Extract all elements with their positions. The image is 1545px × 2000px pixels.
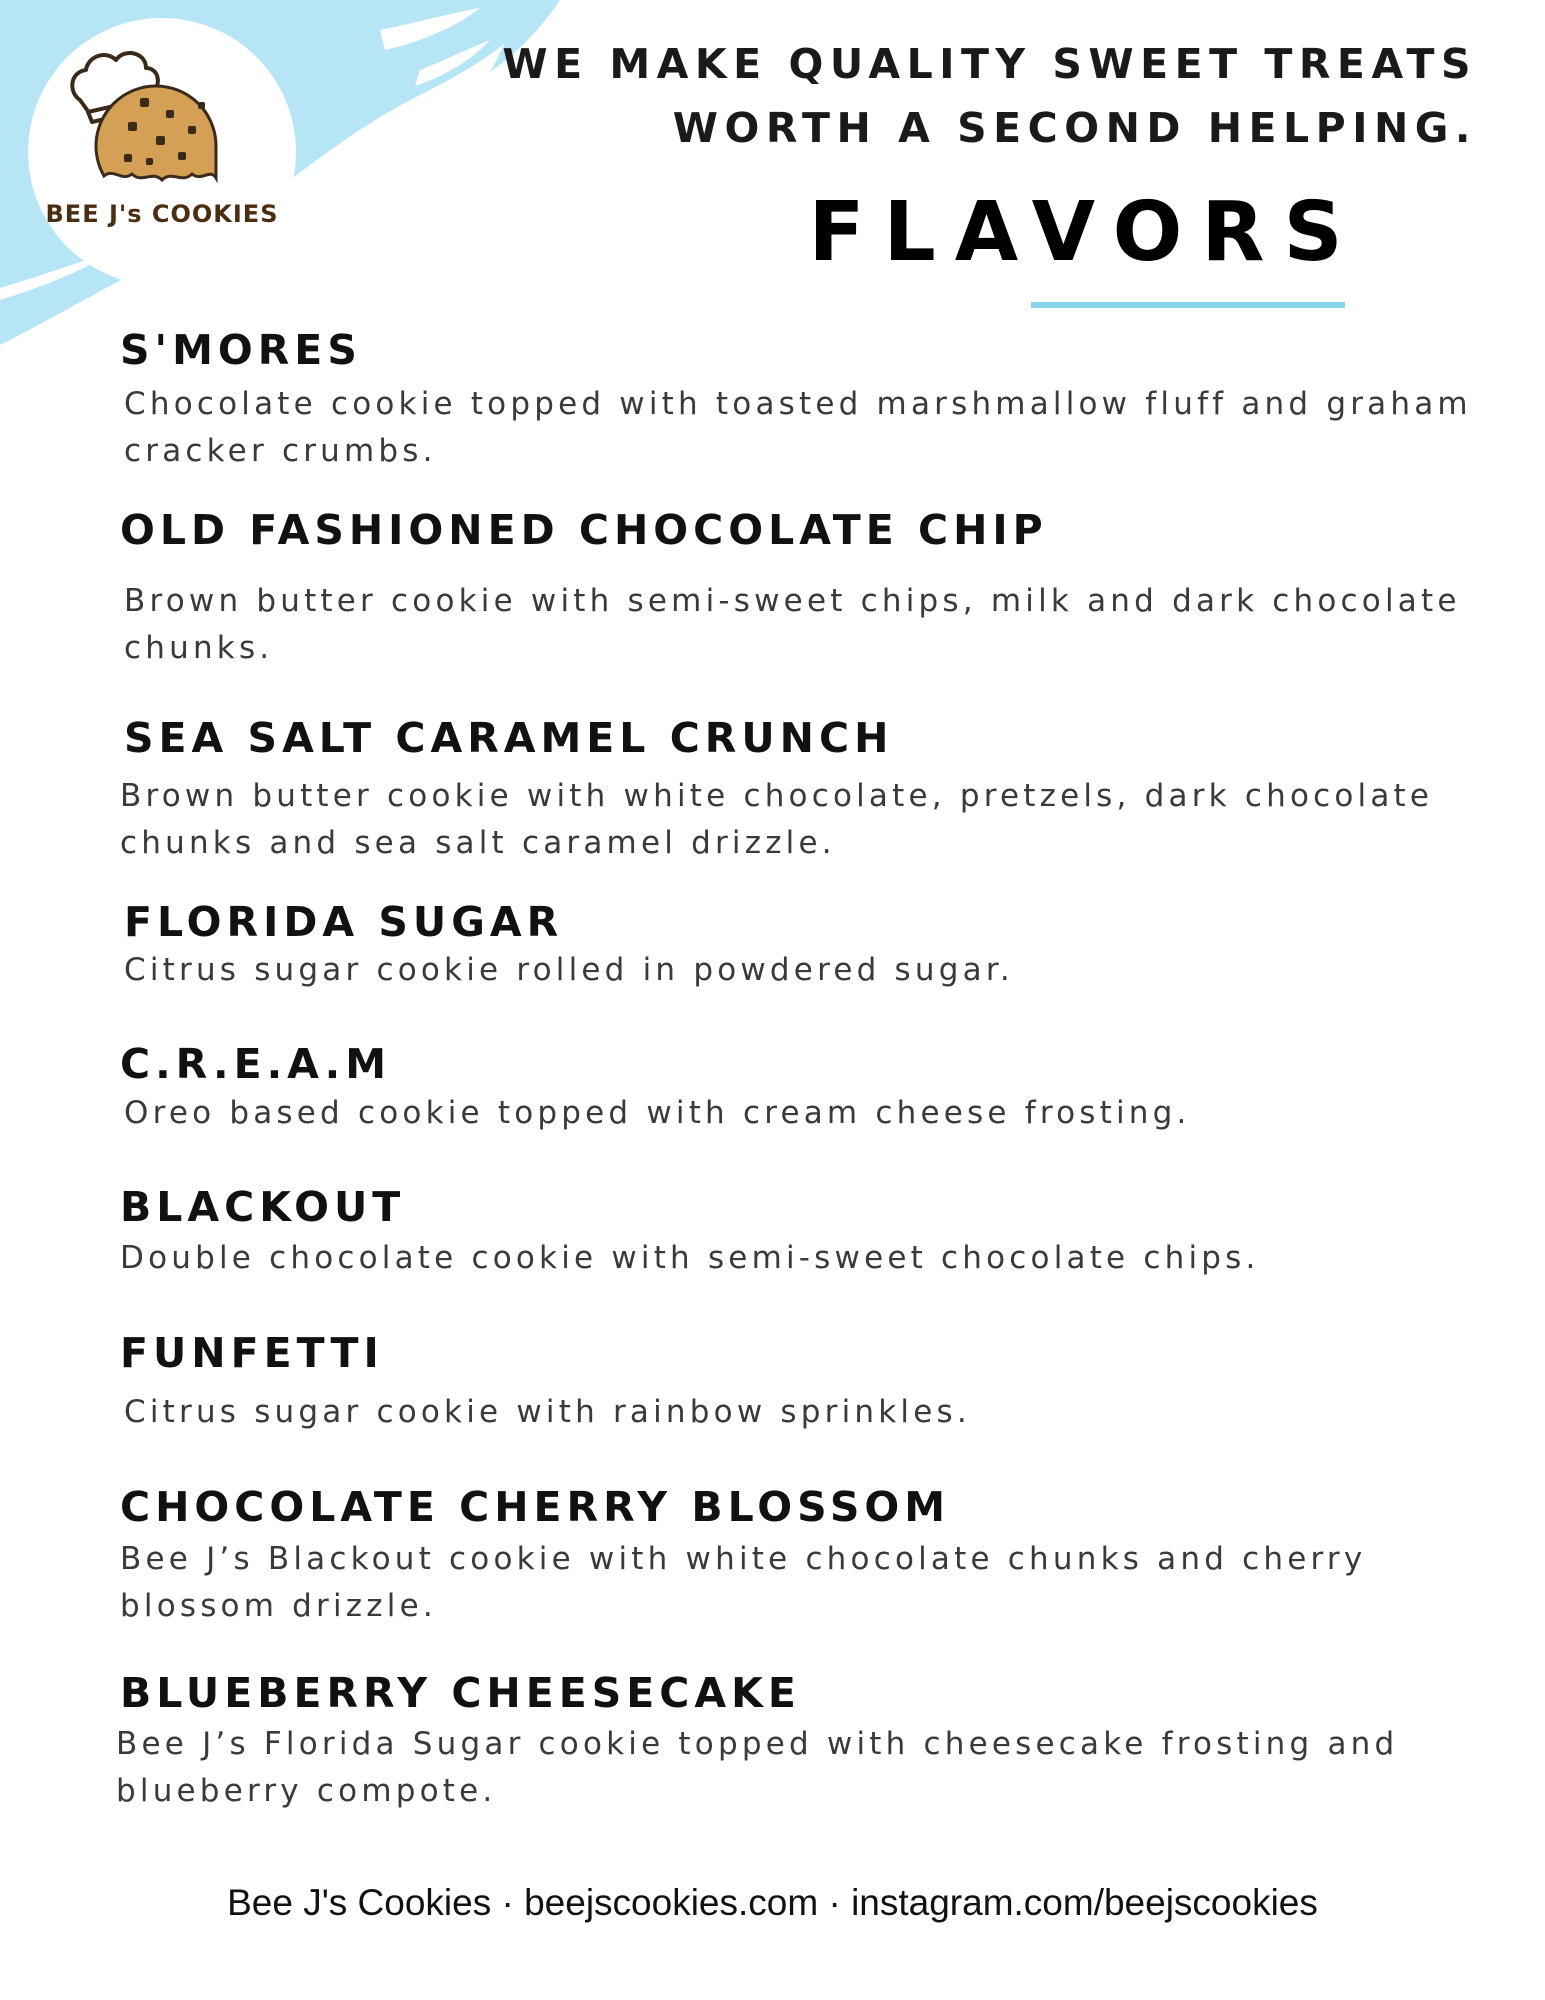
flavor-description: Oreo based cookie topped with cream cheese frosting. <box>124 1095 1191 1131</box>
flavor-description: Double chocolate cookie with semi-sweet chocolate chips. <box>120 1240 1260 1276</box>
flavor-name: BLUEBERRY CHEESECAKE <box>120 1669 801 1717</box>
tagline-line-1: WE MAKE QUALITY SWEET TREATS <box>502 40 1477 88</box>
flavor-name: FUNFETTI <box>120 1329 384 1377</box>
tagline <box>477 32 1477 160</box>
footer-contact: Bee J's Cookies · beejscookies.com · instagram.com/beejscookies <box>227 1882 1318 1923</box>
flavor-name: SEA SALT CARAMEL CRUNCH <box>124 714 894 762</box>
flavor-name: S'MORES <box>120 326 362 374</box>
title-underline <box>1031 302 1345 308</box>
flavor-name: BLACKOUT <box>120 1183 406 1231</box>
flavor-name: FLORIDA SUGAR <box>124 898 564 946</box>
flavor-description: Bee J’s Blackout cookie with white chocolate chunks and cherry blossom drizzle. <box>120 1541 1367 1624</box>
flavor-description: Citrus sugar cookie with rainbow sprinkles. <box>124 1394 971 1430</box>
tagline-line-2: WORTH A SECOND HELPING. <box>672 104 1477 152</box>
flavor-name: C.R.E.A.M <box>120 1040 392 1088</box>
flavor-description: Citrus sugar cookie rolled in powdered sugar. <box>124 952 1014 988</box>
cookie-icon <box>28 18 296 286</box>
flavor-description: Chocolate cookie topped with toasted marshmallow fluff and graham cracker crumbs. <box>124 386 1472 469</box>
flavor-description: Brown butter cookie with white chocolate, pretzels, dark chocolate chunks and sea salt caramel drizzle. <box>120 778 1434 861</box>
logo-text: BEE J's COOKIES <box>45 200 279 228</box>
flavor-description: Brown butter cookie with semi-sweet chips, milk and dark chocolate chunks. <box>124 583 1461 666</box>
flavor-description: Bee J’s Florida Sugar cookie topped with cheesecake frosting and blueberry compote. <box>116 1726 1399 1809</box>
flavor-name: OLD FASHIONED CHOCOLATE CHIP <box>120 506 1048 554</box>
brand-logo <box>28 18 296 286</box>
flavor-name: CHOCOLATE CHERRY BLOSSOM <box>120 1483 951 1531</box>
page-title: FLAVORS <box>808 185 1362 280</box>
